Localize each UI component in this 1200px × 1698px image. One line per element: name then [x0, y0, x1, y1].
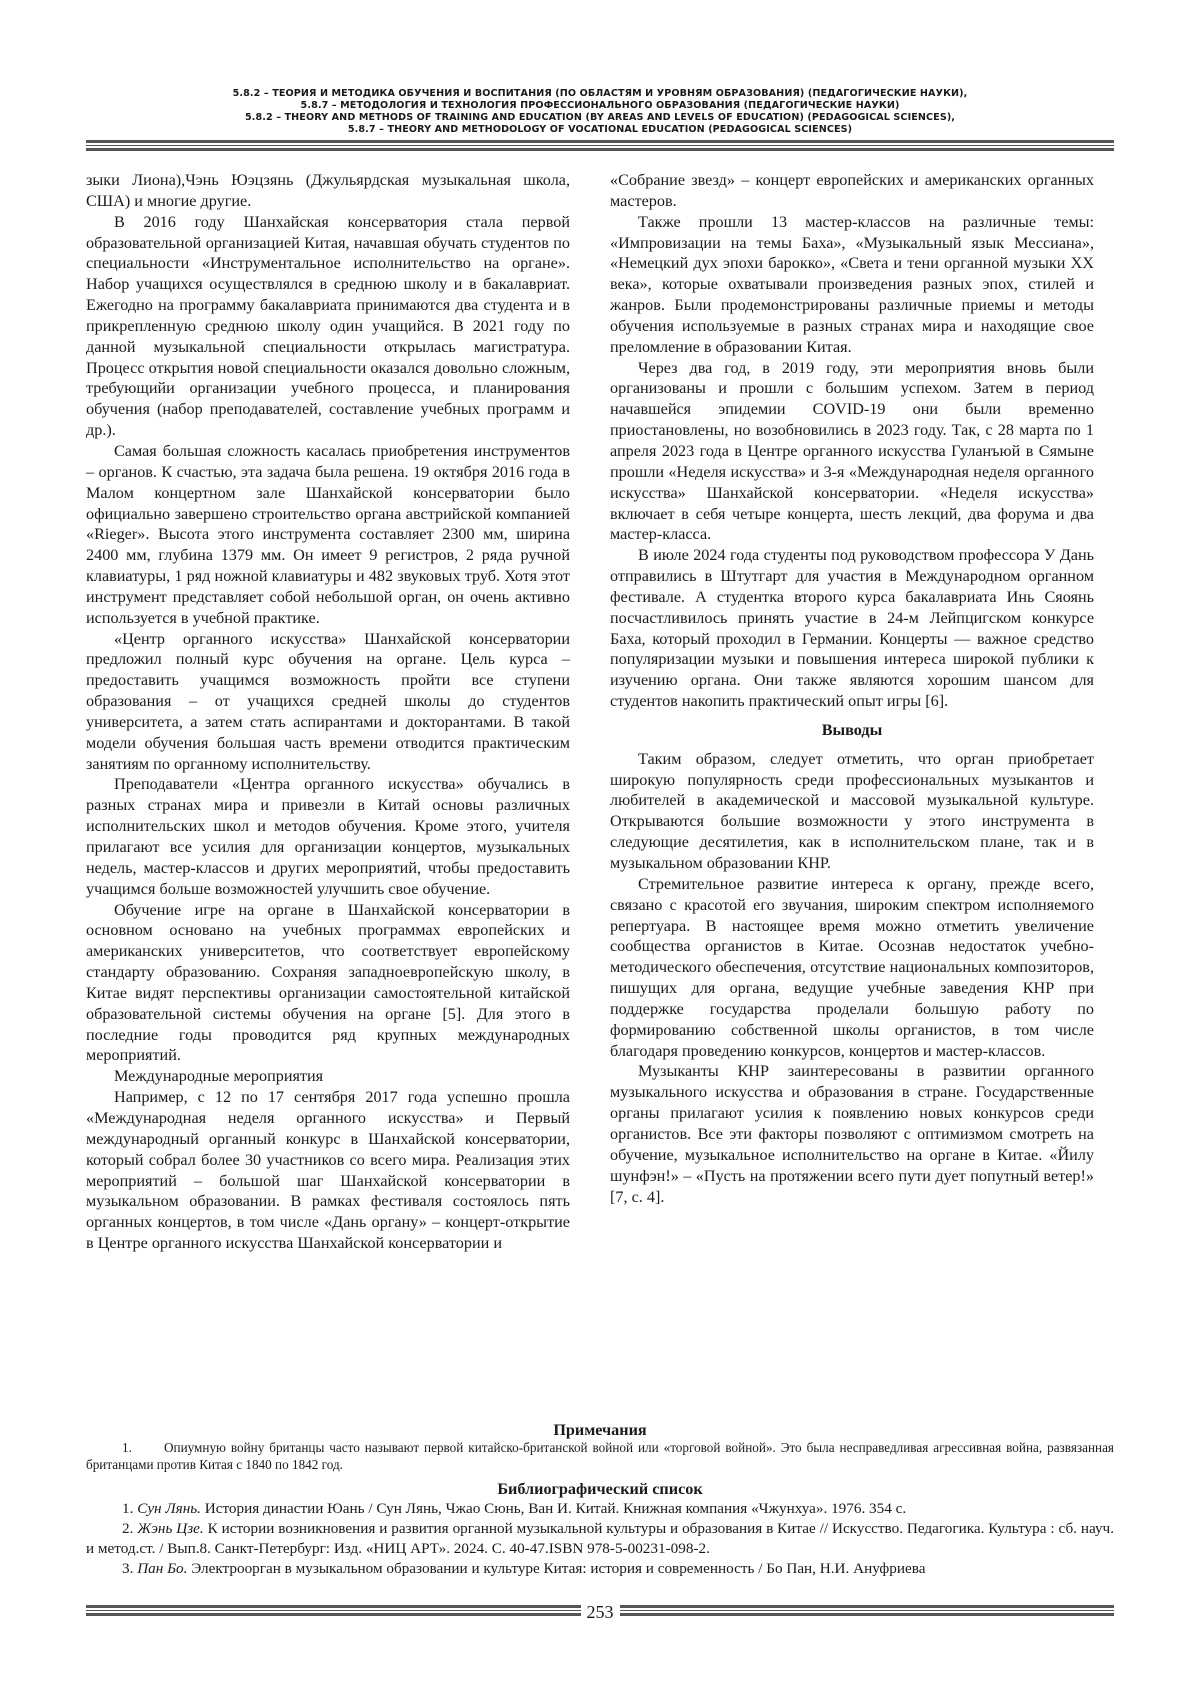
bibliography-item [86, 1559, 1114, 1579]
right-column [610, 170, 1094, 1207]
paragraph: Стремительное развитие интереса к органу, прежде всего, связано с красотой его звучания, широким спектром исполняемого репертуара. В настоящее время можно отметить увеличение сообщества органистов в Китае. Осознав недостаток учебно-методического обеспечения, отсутствие национальных композиторов, пишущих для органа, ведущие учебные заведения КНР при поддержке государства проделали большую работу по формированию собственной школы органистов, в том числе благодаря проведению конкурсов, концертов и мастер-классов. [610, 874, 1094, 1060]
notes-section [86, 1420, 1114, 1579]
note-number: 1. [122, 1440, 132, 1455]
paragraph: В июле 2024 года студенты под руководством профессора У Дань отправились в Штутгарт для участия в Международном органном фестивале. А студентка второго курса бакалавриата Инь Сяоянь посчастливилось принять участие в 24-м Лейпцигском конкурсе Баха, который проходил в Германии. Концерты — важное средство популяризации музыки и повышения интереса широкой публики к изучению органа. Они также являются хорошим шансом для студентов накопить практический опыт игры [6]. [610, 546, 1094, 711]
header-line-1: 5.8.2 – ТЕОРИЯ И МЕТОДИКА ОБУЧЕНИЯ И ВОСПИТАНИЯ (ПО ОБЛАСТЯМ И УРОВНЯМ ОБРАЗОВАНИЯ) (ПЕДАГОГИЧЕСКИЕ НАУКИ), [232, 88, 968, 99]
page-number-text: 253 [581, 1602, 620, 1622]
bib-author: Жэнь Цзе. [137, 1520, 204, 1537]
paragraph: Также прошли 13 мастер-классов на различные темы: «Импровизации на темы Баха», «Музыкальный язык Мессиана», «Немецкий дух эпохи барокко», «Света и тени органной музыки XX века», которые охватывали произведения разных эпох, стилей и жанров. Были продемонстрированы различные приемы и методы обучения используемые в разных странах мира и находящие свое преломление в образовании Китая. [610, 212, 1094, 356]
page-number [0, 1602, 1200, 1622]
bib-author: Пан Бо. [137, 1560, 188, 1577]
paragraph: В 2016 году Шанхайская консерватория стала первой образовательной организацией Китая, начавшая обучать студентов по специальности «Инструментальное исполнительство на органе». Набор учащихся осуществлялся в среднюю школу и в бакалавриат. Ежегодно на программу бакалавриата принимаются два студента и в прикрепленную среднюю школу один учащийся. В 2021 году по данной музыкальной специальности открылась магистратура. Процесс открытия новой специальности оказался довольно сложным, требующийи организации учебного процесса, и планирования обучения (набор преподавателей, составление учебных программ и др.). [86, 212, 570, 440]
paragraph: Обучение игре на органе в Шанхайской консерватории в основном основано на учебных программах европейских и американских университетов, что соответствует европейскому стандарту образованию. Сохраняя западноевропейскую школу, в Китае видят перспективы организации самостоятельной китайской образовательной системы обучения на органе [5]. Для этого в последние годы проводится ряд крупных международных мероприятий. [86, 900, 570, 1065]
header-rule-thick [86, 140, 1114, 143]
left-column [86, 170, 570, 1254]
bib-number: 1. [122, 1500, 134, 1517]
paragraph: Преподаватели «Центра органного искусства» обучались в разных странах мира и привезли в Китай основы различных исполнительских школ и методов обучения. Кроме этого, учителя прилагают все усилия для организации концертов, музыкальных недель, мастер-классов и других мероприятий, чтобы предоставить учащимся больше возможностей улучшить свое обучение. [86, 775, 570, 898]
paragraph: «Центр органного искусства» Шанхайской консерватории предложил полный курс обучения на органе. Цель курса – предоставить учащимся возможность пройти все ступени образования – от учащихся средней школы до студентов университета, а затем стать аспирантами и докторантами. В такой модели обучения большая часть времени отводится практическим занятиям по органному исполнительству. [86, 629, 570, 773]
paragraph: Например, с 12 по 17 сентября 2017 года успешно прошла «Международная неделя органного искусства» и Первый международный органный конкурс в Шанхайской консерватории, который собрал более 30 участников со всего мира. Реализация этих мероприятий – большой шаг Шанхайской консерватории в музыкальном образовании. В рамках фестиваля состоялось пять органных концертов, в том числе «Дань органу» – концерт-открытие в Центре органного искусства Шанхайской консерватории и [86, 1088, 570, 1253]
paragraph: Через два год, в 2019 году, эти мероприятия вновь были организованы и прошли с большим успехом. Затем в период начавшейся эпидемии COVID-19 они были временно приостановлены, но возобновились в 2023 году. Так, с 28 марта по 1 апреля 2023 года в Центре органного искусства Гуланъюй в Сямыне прошли «Неделя искусства» и 3-я «Международная неделя органного искусства» Шанхайской консерватории. «Неделя искусства» включает в себя четыре концерта, шесть лекций, два форума и два мастер-класса. [610, 358, 1094, 544]
bibliography-item [86, 1519, 1114, 1559]
bib-text: К истории возникновения и развития органной музыкальной культуры и образования в Китае // Искусство. Педагогика. Культура : сб. науч. и метод.ст. / Вып.8. Санкт-Петербург: Изд. «НИЦ АРТ». 2024. С. 40-47.ISBN 978-5-00231-098-2. [86, 1520, 1114, 1557]
paragraph: Музыканты КНР заинтересованы в развитии органного музыкального искусства и образования в стране. Государственные органы прилагают усилия к появлению новых конкурсов среди органистов. Все эти факторы позволяют с оптимизмом смотреть на обучение, музыкальное исполнительство на органе в Китае. «Йилу шунфэн!» – «Пусть на протяжении всего пути дует попутный ветер!» [7, с. 4]. [610, 1062, 1094, 1206]
paragraph: «Собрание звезд» – концерт европейских и американских органных мастеров. [610, 171, 1094, 210]
running-header [86, 88, 1114, 136]
header-line-3: 5.8.2 – THEORY AND METHODS OF TRAINING AND EDUCATION (BY AREAS AND LEVELS OF EDUCATION) (PEDAGOGICAL SCIENCES), [244, 112, 956, 123]
subheading: Международные мероприятия [114, 1067, 324, 1086]
bib-text: История династии Юань / Сун Лянь, Чжао Сюнь, Ван И. Китай. Книжная компания «Чжунхуа». 1976. 354 с. [204, 1500, 907, 1517]
paragraph: зыки Лиона),Чэнь Юэцзянь (Джульярдская музыкальная школа, США) и многие другие. [86, 171, 570, 210]
bibliography-list [86, 1499, 1114, 1579]
bib-text: Электроорган в музыкальном образовании и культуре Китая: история и современность / Бо Пан, Н.И. Ануфриева [191, 1560, 926, 1577]
header-rule-thick-2 [86, 148, 1114, 151]
note-text: Опиумную войну британцы часто называют первой китайско-британской войной или «торговой войной». Это была несправедливая агрессивная война, развязанная британцами против Китая с 1840 по 1842 год. [86, 1440, 1114, 1472]
paragraph: Самая большая сложность касалась приобретения инструментов – органов. К счастью, эта задача была решена. 19 октября 2016 года в Малом концертном зале Шанхайской консерватории было официально завершено строительство органа австрийской компанией «Rieger». Высота этого инструмента составляет 2300 мм, ширина 2400 мм, глубина 1379 мм. Он имеет 9 регистров, 2 ряда ручной клавиатуры, 1 ряд ножной клавиатуры и 482 звуковых труб. Хотя этот инструмент представляет собой небольшой орган, он очень активно используется в учебной практике. [86, 441, 570, 627]
bib-author: Сун Лянь. [137, 1500, 201, 1517]
note-item [86, 1440, 1114, 1473]
conclusions-heading: Выводы [821, 720, 883, 739]
bib-number: 2. [122, 1520, 134, 1537]
bibliography-item [86, 1499, 1114, 1519]
header-line-4: 5.8.7 – THEORY AND METHODOLOGY OF VOCATIONAL EDUCATION (PEDAGOGICAL SCIENCES) [347, 124, 853, 135]
paragraph: Таким образом, следует отметить, что орган приобретает широкую популярность среди профессиональных музыкантов и любителей в академической и массовой музыкальной культуре. Открываются большие возможности у этого инструмента в следующие десятилетия, как в исполнительском плане, так и в музыкальном образовании КНР. [610, 749, 1094, 872]
header-line-2: 5.8.7 – МЕТОДОЛОГИЯ И ТЕХНОЛОГИЯ ПРОФЕССИОНАЛЬНОГО ОБРАЗОВАНИЯ (ПЕДАГОГИЧЕСКИЕ НАУКИ) [300, 100, 900, 111]
notes-heading: Примечания [553, 1421, 647, 1439]
bib-number: 3. [122, 1560, 134, 1577]
bibliography-heading: Библиографический список [497, 1480, 703, 1498]
header-rule-thin [86, 145, 1114, 146]
